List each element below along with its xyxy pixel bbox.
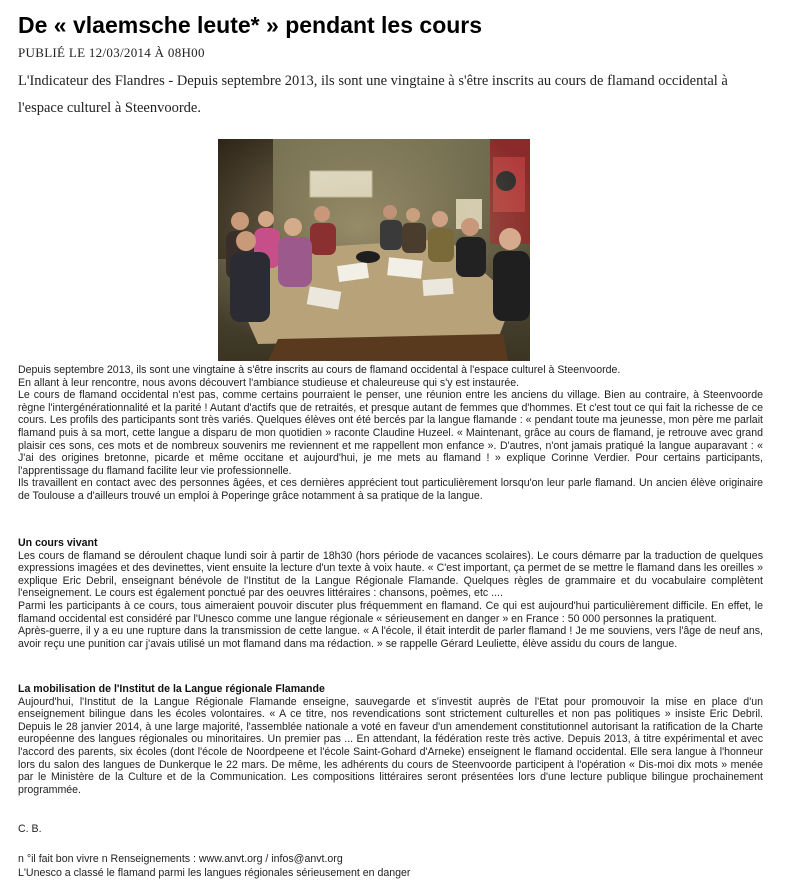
footnote: n °il fait bon vivre n Renseignements : www.anvt.org / infos@anvt.org xyxy=(18,853,343,865)
paragraph: Après-guerre, il y a eu une rupture dans la transmission de cette langue. « A l'école, il était interdit de parler flamand ! Je me souviens, vers l'âge de neuf ans, avoir reçu une punition car j'avais utilisé un mot flamand dans ma rédaction. » se rappelle Gérard Leuliette, élève assidu du cours de langue. xyxy=(18,625,763,650)
publish-date: PUBLIÉ LE 12/03/2014 À 08H00 xyxy=(18,45,205,60)
class-photo xyxy=(218,139,530,361)
section-heading: La mobilisation de l'Institut de la Langue régionale Flamande xyxy=(18,683,325,695)
paragraph: Ils travaillent en contact avec des personnes âgées, et ces dernières apprécient tout particulièrement lorsqu'on leur parle flamand. Un ancien élève originaire de Toulouse a d'ailleurs trouvé un emploi à Poperinge grâce notamment à sa pratique de la langue. xyxy=(18,477,763,502)
paragraph: Aujourd'hui, l'Institut de la Langue Régionale Flamande enseigne, sauvegarde et s'investit auprès de l'Etat pour promouvoir la mise en place d'un enseignement bilingue dans les écoles volontaires. « A ce titre, nos revendications sont strictement culturelles et non pas politiques » insiste Eric Debril. Depuis le 28 janvier 2014, à une large majorité, l'assemblée nationale a voté en faveur d'un amendement constitutionnel autorisant la ratification de la Charte européenne des langues régionales ou minoritaires. Un premier pas ... En attendant, la fédération reste très active. Depuis 2013, à titre expérimental et avec l'accord des parents, six écoles (dont l'école de Noordpeene et l'école Saint-Gohard d'Arneke) enseignent le flamand occidental. Elle sera langue à l'honneur lors du salon des langues de Dunkerque le 22 mars. De même, les adhérents du cours de Steenvoorde participent à l'opération « Dis-moi dix mots » menée par le Ministère de la Culture et de la Communication. Les compositions littéraires seront présentées lors d'une lecture publique bilingue prochainement programmée. xyxy=(18,695,763,796)
article-lead: L'Indicateur des Flandres - Depuis septembre 2013, ils sont une vingtaine à s'être inscrits au cours de flamand occidental à l'espace culturel à Steenvoorde. xyxy=(18,73,728,116)
section-cours-vivant xyxy=(18,537,763,650)
section-heading: Un cours vivant xyxy=(18,537,98,549)
paragraph: En allant à leur rencontre, nous avons découvert l'ambiance studieuse et chaleureuse qui s'y est instaurée. xyxy=(18,376,520,389)
paragraph: Les cours de flamand se déroulent chaque lundi soir à partir de 18h30 (hors période de vacances scolaires). Le cours démarre par la traduction de quelques expressions imagées et des devinettes, vient ensuite la lecture d'un texte à voix haute. « C'est important, ça permet de se mettre le flamand dans les oreilles » explique Eric Debril, enseignant bénévole de l'Institut de la Langue Régionale Flamande. Quelques règles de grammaire et du vocabulaire complètent l'enseignement. Le cours est également ponctué par des oeuvres littéraires : chansons, poèmes, etc .... xyxy=(18,549,763,600)
paragraph: Parmi les participants à ce cours, tous aimeraient pouvoir discuter plus fréquemment en flamand. Ce qui est aujourd'hui particulièrement difficile. En effet, le flamand occidental est considéré par l'Unesco comme une langue régionale « sérieusement en danger » en France : 50 000 personnes la pratiquent. xyxy=(18,599,763,625)
footnote: L'Unesco a classé le flamand parmi les langues régionales sérieusement en danger xyxy=(18,867,411,879)
paragraph: Depuis septembre 2013, ils sont une vingtaine à s'être inscrits au cours de flamand occidental à l'espace culturel à Steenvoorde. xyxy=(18,364,621,376)
article-title: De « vlaemsche leute* » pendant les cours xyxy=(18,12,483,38)
paragraph: Le cours de flamand occidental n'est pas, comme certains pourraient le penser, une réunion entre les anciens du village. Bien au contraire, à Steenvoorde règne l'intergénérationnalité et la parité ! Autant d'actifs que de retraités, et presque autant de femmes que d'hommes. Et c'est tout ce qui fait la richesse de ce cours. Les profils des participants sont très variés. Quelques élèves ont été bercés par la langue flamande : « pendant toute ma jeunesse, mon père me parlait flamand puis à sa mort, cette langue a disparu de mon quotidien » raconte Claudine Huzeel. « Maintenant, grâce au cours de flamand, je retrouve avec grand plaisir ces sons, ces mots et de nombreux souvenirs me reviennent et me rappellent mon enfance ». D'autres, n'ont jamais pratiqué la langue auparavant : « J'ai des origines bretonne, picarde et même occitane et aujourd'hui, je me mets au flamand ! » explique Corinne Verdier. Pour certains participants, l'apprentissage du flamand facilite leur vie professionnelle. xyxy=(18,389,763,477)
footnotes xyxy=(18,852,410,880)
author-signature: C. B. xyxy=(18,823,42,835)
section-intro xyxy=(18,364,763,503)
section-mobilisation xyxy=(18,683,763,796)
